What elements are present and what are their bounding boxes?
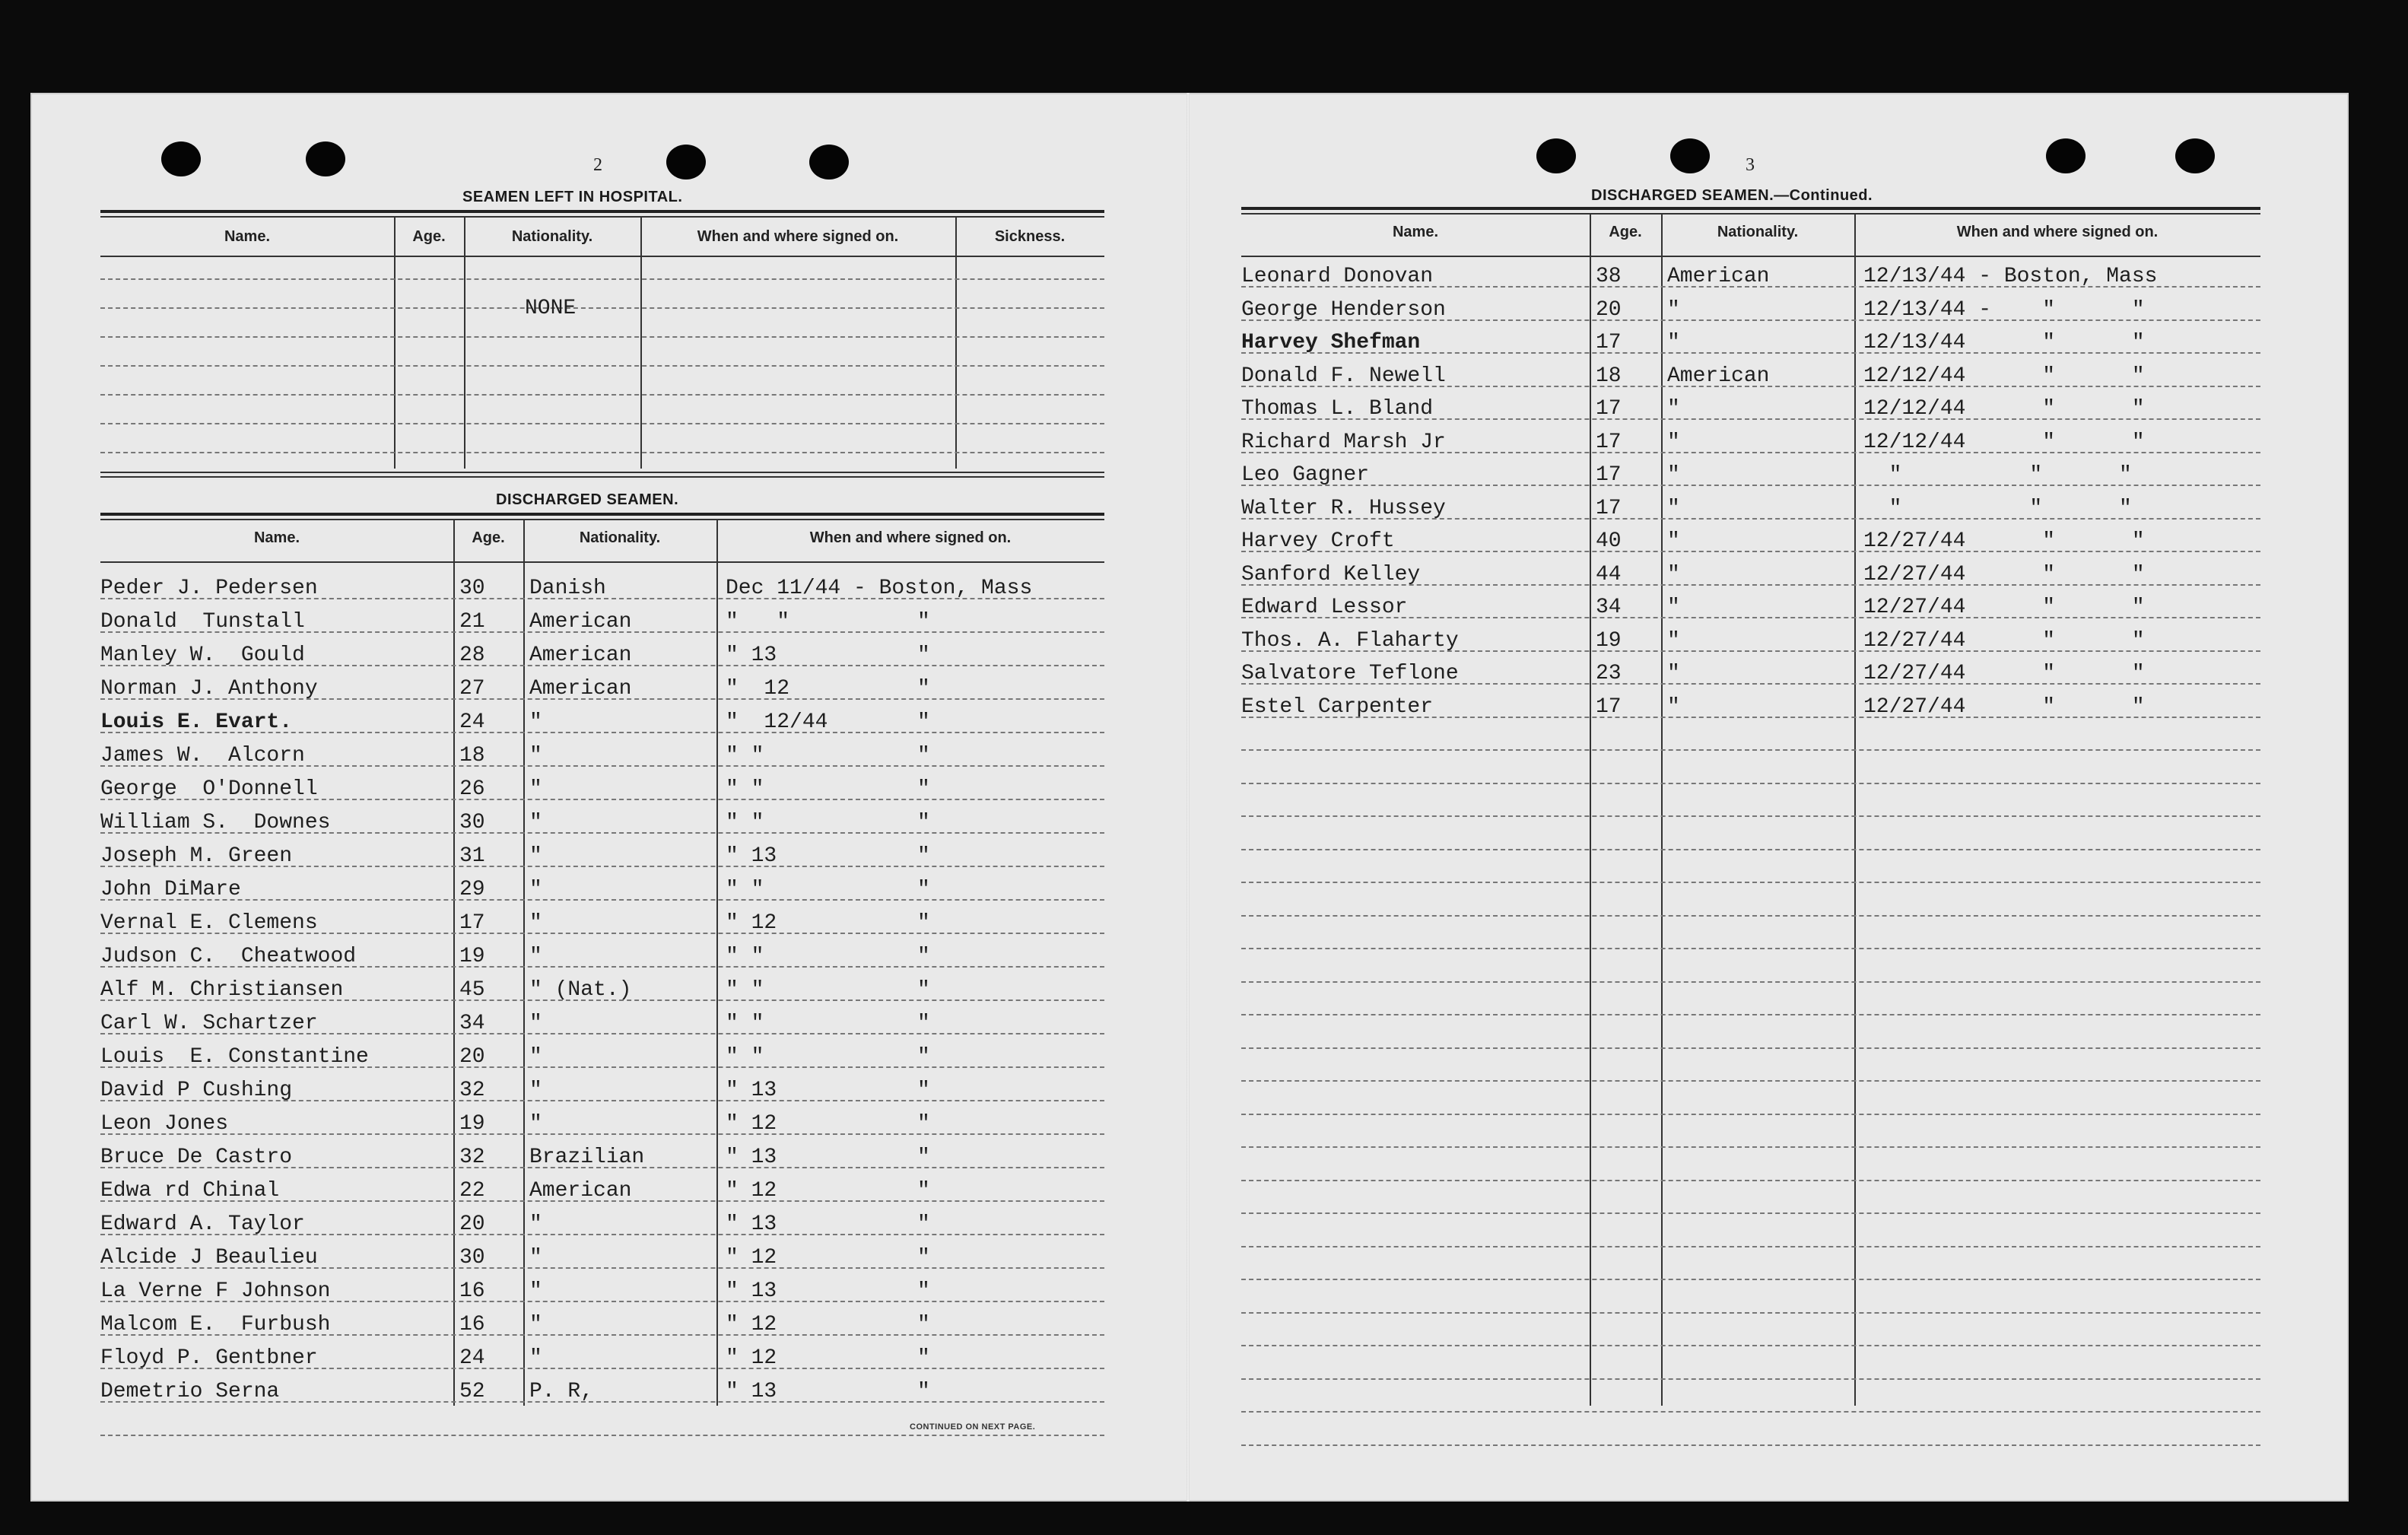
seaman-age: 44 bbox=[1596, 562, 1622, 586]
signed-on: " 13 " bbox=[726, 644, 930, 667]
seaman-nationality: " bbox=[1667, 628, 1680, 653]
table-rule bbox=[100, 472, 1104, 473]
page-number-left: 2 bbox=[593, 155, 602, 175]
seaman-age: 32 bbox=[459, 1079, 485, 1102]
seaman-age: 19 bbox=[1596, 628, 1622, 653]
signed-on: " " " bbox=[726, 1045, 930, 1069]
seaman-name: Alcide J Beaulieu bbox=[100, 1246, 318, 1270]
page-number-right: 3 bbox=[1746, 155, 1755, 175]
signed-on: 12/13/44 - " " bbox=[1863, 297, 2145, 322]
column-divider bbox=[955, 216, 957, 469]
seaman-age: 17 bbox=[1596, 397, 1622, 421]
seaman-nationality: " bbox=[1667, 297, 1680, 322]
signed-on: 12/12/44 " " bbox=[1863, 397, 2145, 421]
seaman-nationality: " bbox=[529, 1079, 542, 1102]
ruled-line bbox=[1241, 1378, 2260, 1380]
column-header: Name. bbox=[253, 529, 300, 546]
ruled-line bbox=[100, 336, 1104, 338]
column-divider bbox=[523, 519, 525, 1406]
ruled-line bbox=[1241, 783, 2260, 784]
seaman-name: La Verne F Johnson bbox=[100, 1279, 331, 1303]
seaman-name: Leonard Donovan bbox=[1241, 265, 1434, 288]
seaman-nationality: " bbox=[529, 744, 542, 768]
signed-on: " 12 " bbox=[726, 1112, 930, 1136]
seaman-age: 26 bbox=[459, 777, 485, 801]
column-header: Age. bbox=[472, 529, 505, 546]
signed-on: " 12/44 " bbox=[726, 710, 930, 734]
seaman-name: Floyd P. Gentbner bbox=[100, 1346, 318, 1370]
seaman-name: Sanford Kelley bbox=[1241, 562, 1421, 586]
seaman-age: 38 bbox=[1596, 265, 1622, 288]
seaman-name: George O'Donnell bbox=[100, 777, 318, 801]
continued-note: CONTINUED ON NEXT PAGE. bbox=[910, 1422, 1036, 1432]
table-rule bbox=[1241, 207, 2260, 210]
signed-on: " " " bbox=[1863, 463, 2132, 487]
ruled-line bbox=[1241, 849, 2260, 850]
seaman-nationality: " bbox=[1667, 662, 1680, 685]
seaman-nationality: American bbox=[1667, 364, 1770, 388]
ruled-line bbox=[100, 1435, 1104, 1436]
seaman-age: 17 bbox=[459, 911, 485, 935]
right-section-title: DISCHARGED SEAMEN.—Continued. bbox=[1591, 187, 1873, 204]
table-rule bbox=[1241, 256, 2260, 257]
ruled-line bbox=[1241, 915, 2260, 917]
ruled-line bbox=[100, 1133, 1104, 1135]
seaman-age: 30 bbox=[459, 811, 485, 834]
seaman-nationality: " bbox=[529, 1112, 542, 1136]
hospital-section-title: SEAMEN LEFT IN HOSPITAL. bbox=[462, 189, 683, 205]
seaman-name: Carl W. Schartzer bbox=[100, 1012, 318, 1035]
seaman-age: 18 bbox=[459, 744, 485, 768]
document-sheet bbox=[30, 93, 2349, 1502]
punch-hole bbox=[306, 141, 345, 176]
seaman-age: 45 bbox=[459, 978, 485, 1002]
ruled-line bbox=[100, 394, 1104, 396]
signed-on: 12/13/44 - Boston, Mass bbox=[1863, 265, 2158, 288]
seaman-nationality: P. R, bbox=[529, 1380, 594, 1403]
table-rule bbox=[100, 476, 1104, 478]
hospital-entry: NONE bbox=[525, 297, 577, 320]
seaman-name: Donald Tunstall bbox=[100, 610, 305, 634]
table-rule bbox=[100, 256, 1104, 257]
ruled-line bbox=[1241, 1312, 2260, 1314]
seaman-name: William S. Downes bbox=[100, 811, 331, 834]
seaman-nationality: " bbox=[1667, 430, 1680, 454]
seaman-name: Edwa rd Chinal bbox=[100, 1179, 280, 1203]
seaman-age: 20 bbox=[1596, 297, 1622, 322]
seaman-age: 34 bbox=[459, 1012, 485, 1035]
seaman-name: Alf M. Christiansen bbox=[100, 978, 344, 1002]
table-rule bbox=[100, 210, 1104, 213]
seaman-nationality: " bbox=[529, 844, 542, 868]
seaman-age: 16 bbox=[459, 1313, 485, 1336]
seaman-nationality: " bbox=[1667, 694, 1680, 719]
signed-on: 12/27/44 " " bbox=[1863, 694, 2145, 719]
signed-on: " " " bbox=[726, 878, 930, 901]
signed-on: " " " bbox=[1863, 496, 2132, 520]
ruled-line bbox=[100, 365, 1104, 367]
seaman-age: 20 bbox=[459, 1212, 485, 1236]
seaman-age: 34 bbox=[1596, 596, 1622, 619]
ruled-line bbox=[1241, 815, 2260, 817]
ruled-line bbox=[1241, 1114, 2260, 1115]
ruled-line bbox=[1241, 1279, 2260, 1280]
signed-on: " 13 " bbox=[726, 844, 930, 868]
seaman-name: Edward A. Taylor bbox=[100, 1212, 305, 1236]
signed-on: " 12 " bbox=[726, 1313, 930, 1336]
seaman-age: 40 bbox=[1596, 529, 1622, 553]
ruled-line bbox=[1241, 882, 2260, 883]
signed-on: 12/27/44 " " bbox=[1863, 529, 2145, 553]
punch-hole bbox=[1536, 138, 1576, 173]
seaman-age: 30 bbox=[459, 577, 485, 600]
punch-hole bbox=[2046, 138, 2086, 173]
signed-on: " " " bbox=[726, 744, 930, 768]
table-rule bbox=[100, 513, 1104, 516]
discharged-section-title: DISCHARGED SEAMEN. bbox=[496, 491, 679, 508]
seaman-name: James W. Alcorn bbox=[100, 744, 305, 768]
column-header: Name. bbox=[1392, 224, 1439, 240]
seaman-nationality: " bbox=[1667, 331, 1680, 354]
seaman-name: Thomas L. Bland bbox=[1241, 397, 1434, 421]
seaman-name: Vernal E. Clemens bbox=[100, 911, 318, 935]
column-divider bbox=[640, 216, 642, 469]
column-header: Name. bbox=[224, 228, 271, 245]
seaman-nationality: Brazilian bbox=[529, 1146, 645, 1169]
signed-on: " 12 " bbox=[726, 677, 930, 701]
seaman-nationality: " bbox=[529, 1279, 542, 1303]
signed-on: " 13 " bbox=[726, 1380, 930, 1403]
seaman-age: 17 bbox=[1596, 694, 1622, 719]
column-header: Age. bbox=[412, 228, 446, 245]
ruled-line bbox=[100, 278, 1104, 280]
column-header: Age. bbox=[1609, 224, 1642, 240]
seaman-age: 18 bbox=[1596, 364, 1622, 388]
seaman-name: Leo Gagner bbox=[1241, 463, 1370, 487]
signed-on: " " " bbox=[726, 811, 930, 834]
seaman-nationality: " bbox=[529, 1246, 542, 1270]
seaman-name: Edward Lessor bbox=[1241, 596, 1408, 619]
seaman-nationality: American bbox=[1667, 265, 1770, 288]
signed-on: " 12 " bbox=[726, 1179, 930, 1203]
signed-on: " " " bbox=[726, 978, 930, 1002]
seaman-age: 24 bbox=[459, 1346, 485, 1370]
seaman-nationality: " bbox=[529, 1313, 542, 1336]
ruled-line bbox=[1241, 1444, 2260, 1446]
table-rule bbox=[100, 216, 1104, 218]
seaman-name: Salvatore Teflone bbox=[1241, 662, 1459, 685]
ruled-line bbox=[1241, 1080, 2260, 1082]
seaman-nationality: " bbox=[1667, 397, 1680, 421]
seaman-nationality: " bbox=[529, 1212, 542, 1236]
ruled-line bbox=[1241, 1146, 2260, 1148]
seaman-age: 16 bbox=[459, 1279, 485, 1303]
seaman-nationality: " bbox=[529, 811, 542, 834]
column-divider bbox=[464, 216, 465, 469]
ruled-line bbox=[1241, 1047, 2260, 1049]
seaman-nationality: Danish bbox=[529, 577, 606, 600]
column-header: Nationality. bbox=[1717, 224, 1799, 240]
signed-on: 12/27/44 " " bbox=[1863, 662, 2145, 685]
seaman-nationality: " bbox=[529, 911, 542, 935]
column-divider bbox=[1854, 213, 1856, 1406]
ruled-line bbox=[1241, 981, 2260, 983]
seaman-age: 30 bbox=[459, 1246, 485, 1270]
ruled-line bbox=[1241, 749, 2260, 751]
column-divider bbox=[1590, 213, 1591, 1406]
signed-on: " " " bbox=[726, 1012, 930, 1035]
column-divider bbox=[453, 519, 455, 1406]
seaman-nationality: " bbox=[529, 777, 542, 801]
signed-on: " " " bbox=[726, 777, 930, 801]
column-header: When and where signed on. bbox=[697, 228, 899, 245]
seaman-name: Walter R. Hussey bbox=[1241, 496, 1446, 520]
seaman-age: 28 bbox=[459, 644, 485, 667]
signed-on: 12/13/44 " " bbox=[1863, 331, 2145, 354]
signed-on: " " " bbox=[726, 945, 930, 968]
ruled-line bbox=[1241, 948, 2260, 949]
seaman-name: Joseph M. Green bbox=[100, 844, 293, 868]
punch-hole bbox=[1670, 138, 1710, 173]
seaman-nationality: " bbox=[529, 1346, 542, 1370]
seaman-age: 32 bbox=[459, 1146, 485, 1169]
column-header: Nationality. bbox=[579, 529, 661, 546]
seaman-age: 52 bbox=[459, 1380, 485, 1403]
table-rule bbox=[100, 561, 1104, 563]
punch-hole bbox=[2175, 138, 2215, 173]
table-rule bbox=[1241, 213, 2260, 215]
seaman-name: Norman J. Anthony bbox=[100, 677, 318, 701]
seaman-age: 19 bbox=[459, 945, 485, 968]
ruled-line bbox=[1241, 1411, 2260, 1413]
seaman-age: 27 bbox=[459, 677, 485, 701]
signed-on: " 13 " bbox=[726, 1146, 930, 1169]
signed-on: Dec 11/44 - Boston, Mass bbox=[726, 577, 1033, 600]
seaman-age: 31 bbox=[459, 844, 485, 868]
seaman-name: David P Cushing bbox=[100, 1079, 293, 1102]
seaman-name: Judson C. Cheatwood bbox=[100, 945, 357, 968]
seaman-name: John DiMare bbox=[100, 878, 241, 901]
ruled-line bbox=[100, 899, 1104, 901]
seaman-name: Harvey Shefman bbox=[1241, 331, 1421, 354]
seaman-name: Donald F. Newell bbox=[1241, 364, 1446, 388]
signed-on: " " " bbox=[726, 610, 930, 634]
seaman-age: 17 bbox=[1596, 430, 1622, 454]
seaman-age: 19 bbox=[459, 1112, 485, 1136]
seaman-nationality: " bbox=[1667, 463, 1680, 487]
seaman-name: Peder J. Pedersen bbox=[100, 577, 318, 600]
seaman-nationality: American bbox=[529, 1179, 632, 1203]
ruled-line bbox=[1241, 1212, 2260, 1214]
seaman-name: Richard Marsh Jr bbox=[1241, 430, 1446, 454]
signed-on: 12/27/44 " " bbox=[1863, 628, 2145, 653]
signed-on: " 12 " bbox=[726, 1246, 930, 1270]
signed-on: 12/12/44 " " bbox=[1863, 430, 2145, 454]
ruled-line bbox=[1241, 1014, 2260, 1015]
column-header: When and where signed on. bbox=[809, 529, 1012, 546]
punch-hole bbox=[161, 141, 201, 176]
seaman-age: 22 bbox=[459, 1179, 485, 1203]
signed-on: 12/27/44 " " bbox=[1863, 562, 2145, 586]
punch-hole bbox=[666, 145, 706, 180]
ruled-line bbox=[1241, 1345, 2260, 1346]
seaman-name: Demetrio Serna bbox=[100, 1380, 280, 1403]
seaman-nationality: " bbox=[529, 1045, 542, 1069]
signed-on: " 12 " bbox=[726, 911, 930, 935]
seaman-name: Harvey Croft bbox=[1241, 529, 1395, 553]
seaman-age: 23 bbox=[1596, 662, 1622, 685]
ruled-line bbox=[100, 452, 1104, 453]
seaman-nationality: " (Nat.) bbox=[529, 978, 632, 1002]
seaman-name: Bruce De Castro bbox=[100, 1146, 293, 1169]
signed-on: 12/12/44 " " bbox=[1863, 364, 2145, 388]
seaman-nationality: " bbox=[1667, 562, 1680, 586]
signed-on: 12/27/44 " " bbox=[1863, 596, 2145, 619]
ruled-line bbox=[1241, 1180, 2260, 1181]
seaman-name: Leon Jones bbox=[100, 1112, 229, 1136]
seaman-age: 20 bbox=[459, 1045, 485, 1069]
seaman-name: Malcom E. Furbush bbox=[100, 1313, 331, 1336]
signed-on: " 13 " bbox=[726, 1079, 930, 1102]
seaman-nationality: " bbox=[1667, 596, 1680, 619]
signed-on: " 13 " bbox=[726, 1279, 930, 1303]
seaman-age: 17 bbox=[1596, 331, 1622, 354]
seaman-age: 17 bbox=[1596, 463, 1622, 487]
column-divider bbox=[716, 519, 718, 1406]
seaman-name: Manley W. Gould bbox=[100, 644, 305, 667]
seaman-name: Louis E. Evart. bbox=[100, 710, 293, 734]
ruled-line bbox=[100, 307, 1104, 309]
seaman-nationality: American bbox=[529, 610, 632, 634]
column-header: When and where signed on. bbox=[1956, 224, 2159, 240]
seaman-name: Estel Carpenter bbox=[1241, 694, 1434, 719]
seaman-age: 29 bbox=[459, 878, 485, 901]
seaman-name: Thos. A. Flaharty bbox=[1241, 628, 1459, 653]
seaman-nationality: " bbox=[529, 945, 542, 968]
seaman-name: George Henderson bbox=[1241, 297, 1446, 322]
table-rule bbox=[100, 519, 1104, 520]
column-divider bbox=[1661, 213, 1663, 1406]
signed-on: " 12 " bbox=[726, 1346, 930, 1370]
seaman-age: 21 bbox=[459, 610, 485, 634]
seaman-age: 17 bbox=[1596, 496, 1622, 520]
seaman-nationality: " bbox=[529, 878, 542, 901]
column-header: Sickness. bbox=[994, 228, 1066, 245]
seaman-nationality: " bbox=[1667, 529, 1680, 553]
seaman-nationality: " bbox=[529, 1012, 542, 1035]
ruled-line bbox=[100, 423, 1104, 424]
seaman-nationality: American bbox=[529, 644, 632, 667]
column-header: Nationality. bbox=[511, 228, 593, 245]
seaman-nationality: " bbox=[1667, 496, 1680, 520]
punch-hole bbox=[809, 145, 849, 180]
seaman-nationality: American bbox=[529, 677, 632, 701]
seaman-age: 24 bbox=[459, 710, 485, 734]
seaman-name: Louis E. Constantine bbox=[100, 1045, 369, 1069]
column-divider bbox=[394, 216, 396, 469]
ruled-line bbox=[1241, 1246, 2260, 1247]
page-fold bbox=[1187, 93, 1190, 1502]
signed-on: " 13 " bbox=[726, 1212, 930, 1236]
seaman-nationality: " bbox=[529, 710, 542, 734]
